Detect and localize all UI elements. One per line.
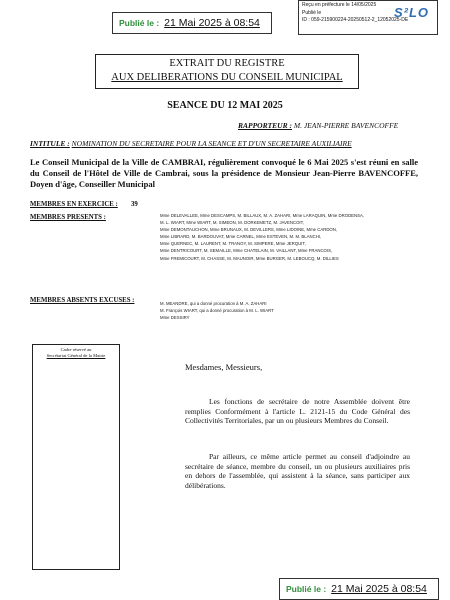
reserved-line1: Cadre réservé au (60, 347, 92, 352)
list-item: Mme DEMONTAUCHON, Mme BRUNAUX, M. DEVILLERS, Mme LIDOINE, Mme CARDON, (160, 227, 338, 233)
extract-header (95, 54, 359, 89)
body-paragraph-1: Les fonctions de secrétaire de notre Assemblée doivent être remplies Conformément à l'article L. 2121-15 du Code Général des Collectivités Territoriales, par un ou plusieurs Membres du Conseil. (185, 397, 410, 425)
intitule (30, 139, 430, 148)
present-members-list (160, 212, 420, 262)
stamp-label: Publié le : (286, 584, 327, 594)
intro-paragraph: Le Conseil Municipal de la Ville de CAMBRAI, régulièrement convoqué le 6 Mai 2025 s'est réuni en salle du Conseil de l'Hôtel de Ville de Cambrai, sous la présidence de Monsieur Jean-Pierre BAVENCOFFE, Doyen d'âge, Conseiller Municipal (30, 157, 418, 189)
publication-stamp-top (112, 12, 272, 34)
list-item: Mme DENTRICOURT, M. SEMAILLE, Mme CHATELAIN, M. VAILLANT, Mme FRANCOIS, (160, 248, 333, 254)
members-absent-label: MEMBRES ABSENTS EXCUSES : (30, 297, 135, 304)
receipt-line: Reçu en préfecture le 14/05/2025 (302, 2, 377, 8)
extract-title-line1: EXTRAIT DU REGISTRE (169, 58, 285, 69)
members-exercise-count: 39 (131, 201, 138, 208)
list-item: Mme LIBRARD, M. BARDOUVAT, Mme CARNEL, Mme ESTEVEN, M. M. BLANCHI, (160, 234, 322, 240)
reserved-line2: Secrétariat Général de la Mairie (46, 353, 106, 358)
list-item: Mme DESSIRY (160, 315, 190, 321)
absent-members-list (160, 300, 420, 321)
list-item: M. MEANDRE, qui a donné procuration à M. A. ZAHARI (160, 301, 267, 306)
prefecture-receipt (298, 0, 438, 35)
members-present-label: MEMBRES PRESENTS : (30, 214, 106, 221)
session-title: SEANCE DU 12 MAI 2025 (167, 100, 283, 111)
list-item: Mme DELEVALLEE, Mme DESCAMPS, M. BILLAUX, M. A. ZAHARI, Mme LARAQUIN, Mme DRODENSA, (160, 213, 365, 218)
list-item: Mme FREMICOURT, M. CHASSE, M. MAUNOIR, Mme BURGER, M. LEBOUCQ, M. DILLIES (160, 255, 339, 261)
receipt-id: ID : 059-215900224-20250512-2_12052025-DE (302, 17, 409, 23)
publication-stamp-bottom (279, 578, 439, 600)
rapporteur-label: RAPPORTEUR : (238, 121, 292, 130)
list-item: Mme QUERNEC, M. LAURENT, M. TRANOY, M. SIMPERE, Mme JERQUIT, (160, 241, 306, 247)
reserved-frame (32, 344, 120, 570)
slo-logo: S²LO (393, 5, 429, 20)
list-item: M. François WIART, qui a donné procuration à M. L. WIART (160, 308, 274, 314)
members-exercise-label: MEMBRES EN EXERCICE : (30, 201, 118, 208)
stamp-date: 21 Mai 2025 à 08:54 (164, 17, 260, 29)
intitule-label: INTITULE : (30, 139, 70, 148)
intitule-value: NOMINATION DU SECRETAIRE POUR LA SEANCE ET D'UN SECRETAIRE AUXILIAIRE (71, 139, 352, 148)
salutation: Mesdames, Messieurs, (185, 362, 263, 372)
list-item: M. L. WIART, Mme WIART, M. SIMEON, M. DORKEMETZ, M. JAVENCOIT, (160, 220, 304, 226)
receipt-line: Publié le (302, 9, 322, 16)
body-paragraph-2: Par ailleurs, ce même article permet au conseil d'adjoindre au secrétaire de séance, membre du conseil, un ou plusieurs auxiliaires pris en dehors de l'assemblée, qui assistent à la séance, sans participer aux délibérations. (185, 452, 410, 490)
stamp-date: 21 Mai 2025 à 08:54 (331, 583, 427, 595)
stamp-label: Publié le : (119, 18, 160, 28)
rapporteur (238, 121, 398, 130)
rapporteur-value: M. JEAN-PIERRE BAVENCOFFE (293, 121, 399, 130)
extract-title-line2: AUX DELIBERATIONS DU CONSEIL MUNICIPAL (111, 72, 343, 83)
